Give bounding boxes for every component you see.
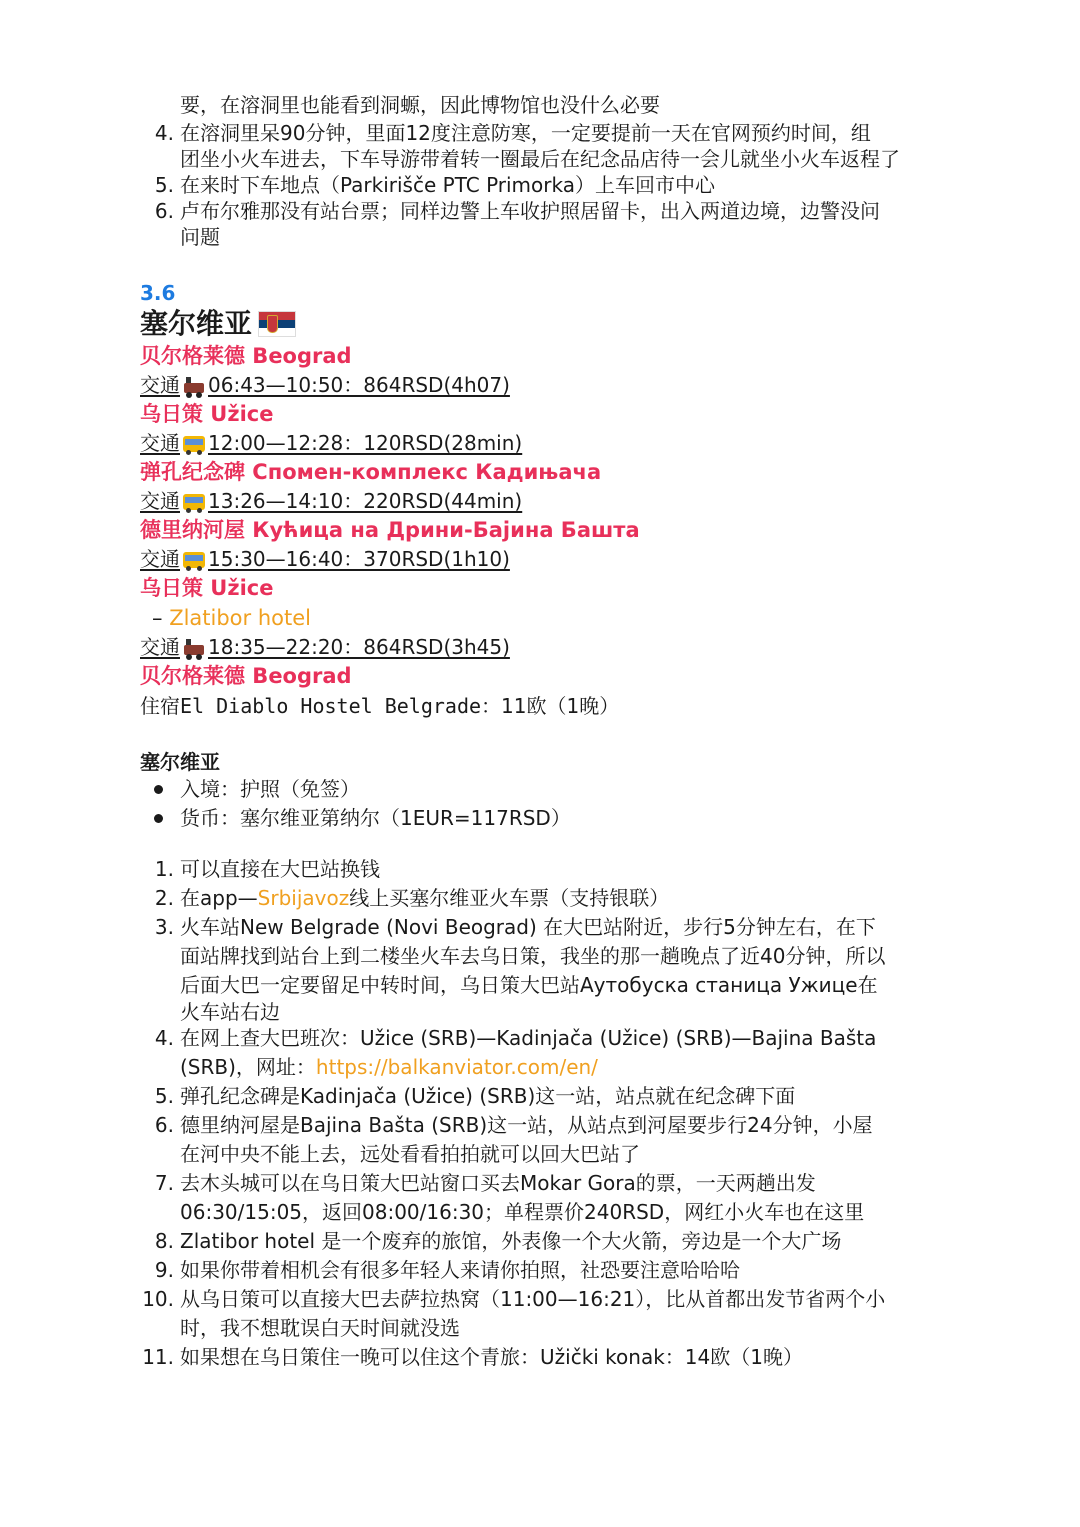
info-title: 塞尔维亚 [140,750,220,774]
tips-list [140,855,960,1372]
list-item: 6. 德里纳河屋是Bajina Bašta (SRB)这一站，从站点到河屋要步行24分钟，小屋 在河中央不能上去，远处看看拍拍就可以回大巴站了 [154,1113,873,1166]
balkanviator-link[interactable]: https://balkanviator.com/en/ [315,1055,598,1079]
list-item: 货币：塞尔维亚第纳尔（1EUR=117RSD） [140,804,960,833]
place-kadinjaca: 弹孔纪念碑 Спомен-комплекс Кадињача [140,460,602,484]
list-item: 9. 如果你带着相机会有很多年轻人来请你拍照，社恐要注意哈哈哈 [154,1258,740,1282]
list-item: 6. 卢布尔雅那没有站台票；同样边警上车收护照居留卡，出入两道边境，边警没问 问题 [154,199,880,249]
bus-icon [182,433,206,455]
sub-item: – Zlatibor hotel [152,606,311,630]
place-drina-house: 德里纳河屋 Кућица на Дрини-Бајина Башта [140,518,640,542]
srbijavoz-link[interactable]: Srbijavoz [257,886,350,910]
list-item: 2. 在app—Srbijavoz线上买塞尔维亚火车票（支持银联） [154,886,670,910]
list-item: 7. 去木头城可以在乌日策大巴站窗口买去Mokar Gora的票，一天两趟出发 06:30/15:05，返回08:00/16:30；单程票价240RSD，网红小火车也在这里 [154,1171,865,1224]
list-item: 8. Zlatibor hotel 是一个废弃的旅馆，外表像一个大火箭，旁边是一个大广场 [154,1229,842,1253]
place-uzice: 乌日策 Užice [140,576,274,600]
place-belgrade: 贝尔格莱德 Beograd [140,344,352,368]
list-item: 入境：护照（免签） [140,775,960,804]
continued-text: 要，在溶洞里也能看到洞螈，因此博物馆也没什么必要 [180,93,660,117]
train-icon [182,375,206,397]
transport-line: 交通 18:35—22:20：864RSD(3h45) [140,635,510,659]
top-list [140,120,960,250]
list-item: 10. 从乌日策可以直接大巴去萨拉热窝（11:00—16:21），比从首都出发节省两个小 时，我不想耽误白天时间就没选 [142,1287,886,1340]
transport-line: 交通 15:30—16:40：370RSD(1h10) [140,547,510,571]
list-item: 4. 在网上查大巴班次：Užice (SRB)—Kadinjača (Užice) (SRB)—Bajina Bašta (SRB)，网址：https://balkanviator.com/en/ [154,1026,877,1079]
list-item: 11. 如果想在乌日策住一晚可以住这个青旅：Užički konak：14欧（1晚） [142,1345,803,1369]
date-heading: 3.6 [140,281,176,305]
document-page [140,92,960,1372]
transport-line: 交通 12:00—12:28：120RSD(28min) [140,431,523,455]
list-item: 5. 在来时下车地点（Parkirišče PTC Primorka）上车回市中心 [154,173,715,197]
lodging-line: 住宿El Diablo Hostel Belgrade：11欧（1晚） [140,694,620,718]
country-name: 塞尔维亚 [140,307,253,340]
serbia-flag-icon [258,311,296,337]
place-belgrade: 贝尔格莱德 Beograd [140,664,352,688]
transport-line: 交通 13:26—14:10：220RSD(44min) [140,489,523,513]
transport-line: 交通 06:43—10:50：864RSD(4h07) [140,373,510,397]
list-item: 4. 在溶洞里呆90分钟，里面12度注意防寒，一定要提前一天在官网预约时间，组 团坐小火车进去，下车导游带着转一圈最后在纪念品店待一会儿就坐小火车返程了 [154,121,900,171]
country-heading [140,306,960,342]
list-item: 5. 弹孔纪念碑是Kadinjača (Užice) (SRB)这一站，站点就在纪念碑下面 [154,1084,796,1108]
list-item: 1. 可以直接在大巴站换钱 [154,857,380,881]
list-item: 3. 火车站New Belgrade (Novi Beograd) 在大巴站附近，步行5分钟左右，在下 面站牌找到站台上到二楼坐火车去乌日策，我坐的那一趟晚点了近40分钟，所以 后面大巴一定要留足中转时间，乌日策大巴站Аутобуска станица Ужице在 火车站右边 [154,915,886,1024]
bullet-icon [140,775,180,804]
bullet-icon [140,804,180,833]
zlatibor-hotel-link[interactable]: Zlatibor hotel [169,606,311,630]
place-uzice: 乌日策 Užice [140,402,274,426]
bus-icon [182,491,206,513]
bus-icon [182,549,206,571]
train-icon [182,637,206,659]
